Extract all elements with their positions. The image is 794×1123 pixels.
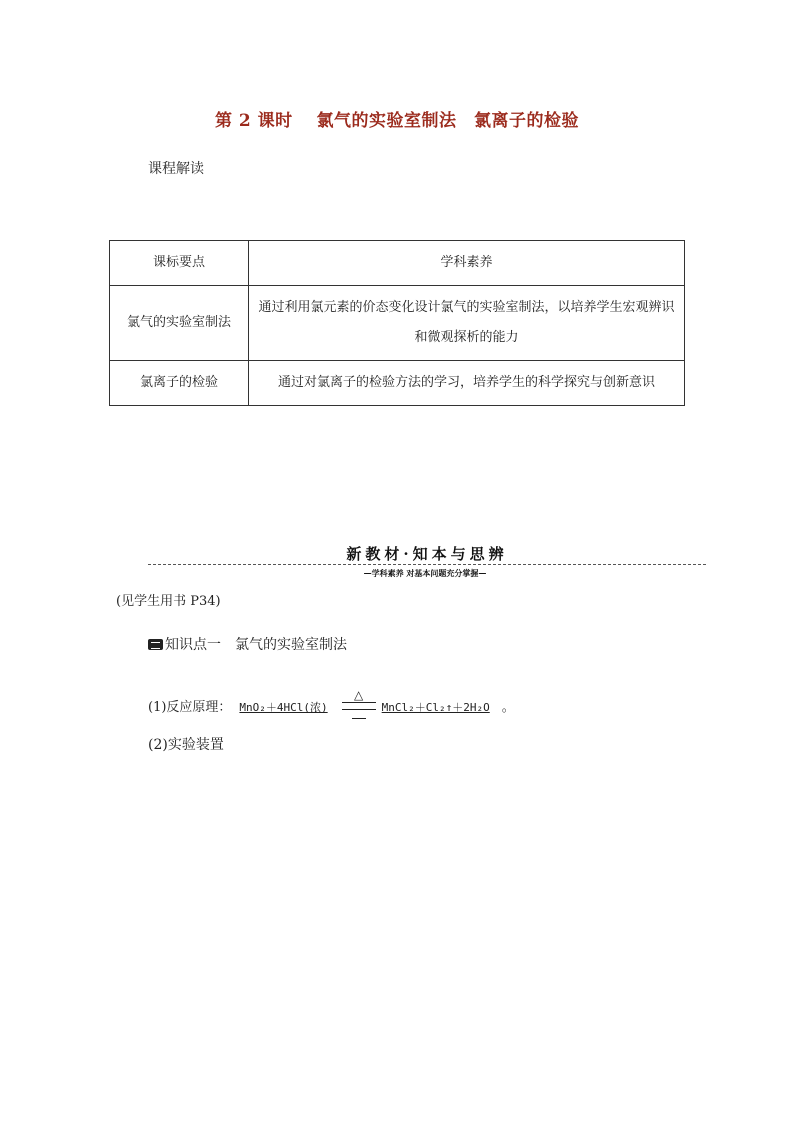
knowledge-point-icon [148,639,163,650]
book-reference: (见学生用书 P34) [116,594,221,609]
table-cell: 氯气的实验室制法 [110,286,249,361]
knowledge-point-topic: 氯气的实验室制法 [235,637,347,653]
heat-triangle-icon: △ [354,688,364,702]
table-header-cell: 课标要点 [110,241,249,286]
page-title: 第 2 课时 氯气的实验室制法 氯离子的检验 [214,111,580,131]
banner-subtitle: —学科素养 对基本问题充分掌握— [363,568,487,578]
table-row [110,286,685,361]
standards-table [109,240,685,406]
banner-divider [148,564,706,565]
table-header-row [110,241,685,286]
table-cell: 通过对氯离子的检验方法的学习，培养学生的科学探究与创新意识 [249,361,685,406]
reaction-arrow-equals [342,702,376,710]
section-label: 课程解读 [148,161,204,177]
reaction-equation [148,685,515,715]
reaction-condition [342,689,376,719]
reaction-prefix: (1)反应原理： [148,700,232,715]
reaction-suffix: 。 [501,700,515,715]
table-cell: 氯离子的检验 [110,361,249,406]
table-cell: 通过利用氯元素的价态变化设计氯气的实验室制法，以培养学生宏观辨识和微观探析的能力 [249,286,685,361]
apparatus-label: (2)实验装置 [148,737,224,753]
knowledge-point-label: 知识点一 [165,637,221,653]
banner-title: 新教材·知本与思辨 [346,545,508,563]
reaction-products: MnCl₂＋Cl₂↑＋2H₂O [381,701,490,714]
knowledge-point-heading [148,634,347,654]
table-row [110,361,685,406]
reaction-reactants: MnO₂＋4HCl(浓) [239,701,328,714]
table-header-cell: 学科素养 [249,241,685,286]
